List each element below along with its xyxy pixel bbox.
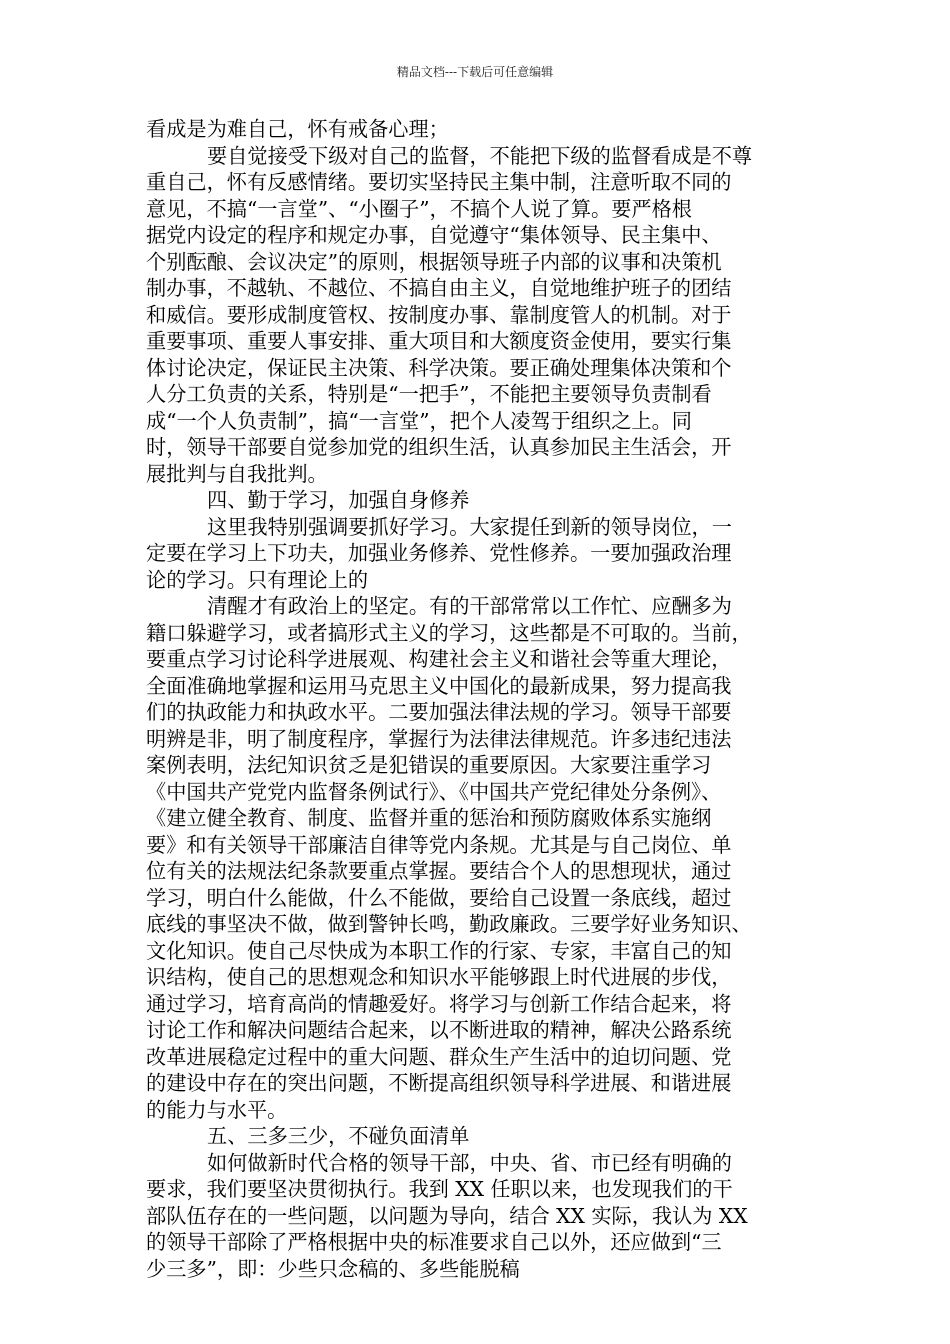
text-line: 的领导干部除了严格根据中央的标准要求自己以外，还应做到“三 — [146, 1230, 722, 1254]
text-line: 通过学习，培育高尚的情趣爱好。将学习与创新工作结合起来，将 — [146, 991, 732, 1016]
text-line: 的建设中存在的突出问题，不断提高组织领导科学进展、和谐进展 — [146, 1071, 732, 1095]
text-line: 要重点学习讨论科学进展观、构建社会主义和谐社会等重大理论， — [146, 647, 732, 671]
text-line: 学习，明白什么能做，什么不能做，要给自己设置一条底线，超过 — [146, 885, 732, 910]
text-line: 体讨论决定，保证民主决策、科学决策。要正确处理集体决策和个 — [146, 355, 732, 380]
page-header: 精品文档---下载后可任意编辑 — [396, 65, 554, 79]
text-line: 制办事，不越轨、不越位、不搞自由主义，自觉地维护班子的团结 — [146, 276, 732, 300]
text-line: 全面准确地掌握和运用马克思主义中国化的最新成果，努力提高我 — [146, 673, 732, 698]
text-line: 人分工负责的关系，特别是“一把手”，不能把主要领导负责制看 — [146, 382, 712, 406]
text-line: 们的执政能力和执政水平。二要加强法律法规的学习。领导干部要 — [146, 700, 732, 724]
text-line: 时，领导干部要自觉参加党的组织生活，认真参加民主生活会，开 — [146, 435, 732, 459]
text-line: 看成是为难自己，怀有戒备心理； — [146, 117, 449, 141]
text-line: 部队伍存在的一些问题，以问题为导向，结合 XX 实际，我认为 XX — [146, 1203, 748, 1228]
text-line: 这里我特别强调要抓好学习。大家提任到新的领导岗位，一 — [207, 514, 732, 539]
text-line: 个别酝酿、会议决定”的原则，根据领导班子内部的议事和决策机 — [146, 249, 722, 274]
text-line: 籍口躲避学习，或者搞形式主义的学习，这些都是不可取的。当前， — [146, 620, 752, 645]
text-line: 重自己，怀有反感情绪。要切实坚持民主集中制，注意听取不同的 — [146, 170, 732, 194]
text-line: 清醒才有政治上的坚定。有的干部常常以工作忙、应酬多为 — [207, 594, 732, 618]
text-line: 据党内设定的程序和规定办事，自觉遵守“集体领导、民主集中、 — [146, 223, 722, 247]
text-line: 案例表明，法纪知识贫乏是犯错误的重要原因。大家要注重学习 — [146, 753, 712, 777]
text-line: 讨论工作和解决问题结合起来，以不断进取的精神，解决公路系统 — [146, 1018, 732, 1042]
text-line: 少三多”，即：少些只念稿的、多些能脱稿 — [146, 1256, 520, 1281]
text-line: 明辨是非，明了制度程序，掌握行为法律法律规范。许多违纪违法 — [146, 726, 732, 751]
body-text — [146, 116, 810, 1282]
text-line: 如何做新时代合格的领导干部，中央、省、市已经有明确的 — [207, 1150, 732, 1175]
text-line: 四、勤于学习，加强自身修养 — [207, 488, 470, 512]
text-line: 要自觉接受下级对自己的监督，不能把下级的监督看成是不尊 — [207, 143, 753, 168]
text-line: 重要事项、重要人事安排、重大项目和大额度资金使用，要实行集 — [146, 329, 732, 353]
text-line: 五、三多三少，不碰负面清单 — [207, 1124, 470, 1148]
text-line: 意见，不搞“一言堂”、“小圈子”，不搞个人说了算。要严格根 — [146, 196, 692, 221]
text-line: 和威信。要形成制度管权、按制度办事、靠制度管人的机制。对于 — [146, 302, 732, 327]
text-line: 成“一个人负责制”，搞“一言堂”，把个人凌驾于组织之上。同 — [146, 408, 692, 433]
text-line: 《建立健全教育、制度、监督并重的惩治和预防腐败体系实施纲 — [146, 806, 712, 830]
text-line: 定要在学习上下功夫，加强业务修养、党性修养。一要加强政治理 — [146, 541, 732, 565]
text-line: 展批判与自我批判。 — [146, 461, 328, 486]
text-line: 要》和有关领导干部廉洁自律等党内条规。尤其是与自己岗位、单 — [146, 832, 732, 857]
text-line: 位有关的法规法纪条款要重点掌握。要结合个人的思想现状，通过 — [146, 859, 732, 883]
text-line: 改革进展稳定过程中的重大问题、群众生产生活中的迫切问题、党 — [146, 1044, 732, 1069]
text-line: 论的学习。只有理论上的 — [146, 567, 369, 592]
text-line: 《中国共产党党内监督条例试行》、《中国共产党纪律处分条例》、 — [146, 779, 722, 804]
text-line: 要求，我们要坚决贯彻执行。我到 XX 任职以来，也发现我们的干 — [146, 1177, 733, 1201]
text-line: 底线的事坚决不做，做到警钟长鸣，勤政廉政。三要学好业务知识、 — [146, 912, 752, 936]
text-line: 文化知识。使自己尽快成为本职工作的行家、专家，丰富自己的知 — [146, 938, 732, 963]
text-line: 的能力与水平。 — [146, 1097, 288, 1122]
text-line: 识结构，使自己的思想观念和知识水平能够跟上时代进展的步伐， — [146, 965, 732, 989]
